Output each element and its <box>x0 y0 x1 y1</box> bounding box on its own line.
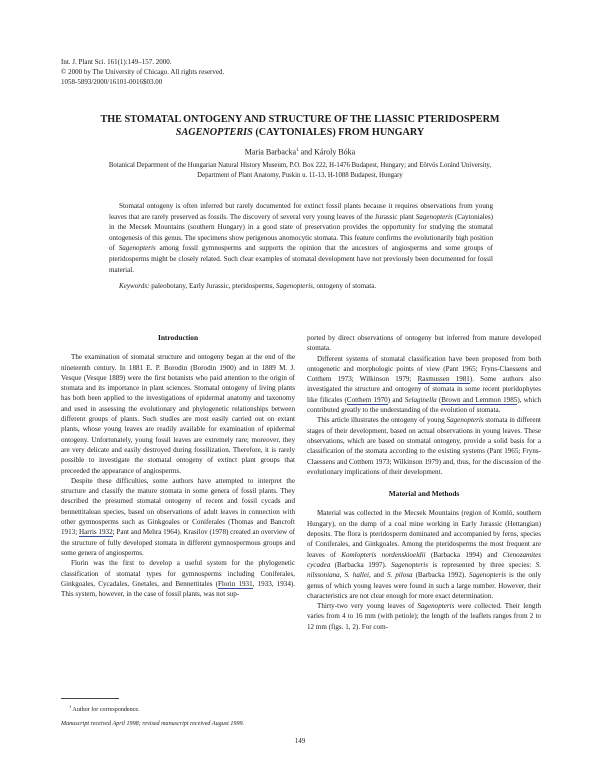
reference-link-brown-lemmon-1985[interactable]: Brown and Lemmon 1985 <box>441 395 518 404</box>
page-number: 149 <box>294 737 306 745</box>
journal-line-2: © 2000 by The University of Chicago. All rights reserved. <box>61 68 225 76</box>
right-p3-i6: S. pilosa <box>386 571 413 580</box>
author-1: Maria Barbacka <box>244 147 297 157</box>
right-p3-c: (Barbacka 1997). <box>330 560 391 569</box>
reference-link-harris-1932[interactable]: Harris 1932 <box>78 528 113 537</box>
title-line-2-rest: (CAYTONIALES) FROM HUNGARY <box>252 127 425 138</box>
right-p4-italic: Sagenopteris <box>417 602 455 611</box>
keywords-italic: Sagenopteris <box>275 282 313 291</box>
keywords-label: Keywords: <box>119 282 150 291</box>
right-p3-i7: Sagenopteris <box>469 571 507 580</box>
abstract-part-1: Stomatal ontogeny is often inferred but rarely documented for extinct fossil plants because it requires observations from young leaves that are rarely preserved as fossils. The discovery of several very young leaves of the Jurassic plant <box>109 202 493 221</box>
author-1-footnote-mark: 1 <box>296 148 299 153</box>
right-p1-italic: Selaginella <box>404 395 437 404</box>
title-line-2 <box>70 126 530 139</box>
authors <box>0 145 600 158</box>
right-p2-a: This article illustrates the ontogeny of young <box>317 416 447 425</box>
right-p1-c: ) and <box>387 395 405 404</box>
right-p2-b: stomata in different stages of their development, based on actual observations in young leaves. These observations, which are based on stomatal ontogeny, provide a solid basis for a classification of the stomata according to the existing systems (Pant 1965; Fryns-Claessens and Cotthem 1973; Wilkinson 1979) and, thus, for the discussion of the evolutionary implications of their development. <box>307 416 541 476</box>
article-aim-paragraph <box>307 415 541 477</box>
right-column <box>307 333 541 632</box>
authors-and: and <box>298 147 315 157</box>
right-p1-e: ), which contributed greatly to the understanding of the evolution of stomata. <box>307 395 542 415</box>
abstract-text <box>109 201 493 275</box>
reference-link-rasmussen-1981[interactable]: Rasmussen 1981 <box>417 375 470 384</box>
journal-line-1: Int. J. Plant Sci. 161(1):149–157. 2000. <box>61 58 172 66</box>
right-p3-i2: Ctenozamites cycadea <box>307 550 541 569</box>
keywords-text-2: , ontogeny of stomata. <box>312 282 377 291</box>
classification-paragraph <box>307 354 541 416</box>
right-p1-a: Different systems of stomatal classification have been proposed from both ontogenetic and morphologic points of view (Pant 1965; Fryns-Claessens and Cotthem 1973; Wilkinson 1979; <box>307 354 541 384</box>
title-line-1: THE STOMATAL ONTOGENY AND STRUCTURE OF THE LIASSIC PTERIDOSPERM <box>100 114 500 125</box>
right-p3-b: (Barbacka 1994) and <box>425 550 503 559</box>
intro-p2-part-b: ; Pant and Mehra 1964). Krasilov (1978) created an overview of the structure of fully developed stomata in different gymnospermous groups and some genera of angiosperms. <box>61 528 295 557</box>
intro-paragraph-1: The examination of stomatal structure and ontogeny began at the end of the nineteenth century. In 1881 E. P. Borodin (Borodin 1900) and in 1889 M. J. Vesque (Vesque 1889) were the first botanists who paid attention to the origin of stomata and its importance in plant sciences. Stomatal ontogeny of living plants has both been applied to the investigations of epidermal anatomy and taxonomy and used in assessing the evolutionary and phylogenetic relationships between different groups of plants. Such studies are most easily carried out on extant plants, whose young leaves are readily available for examination of epidermal ontogeny. Unfortunately, young fossil leaves are extremely rare; moreover, they are very delicate and easily destroyed during fossilization. Therefore, it is rarely possible to investigate the stomatal ontogeny of extinct plant groups that preceeded the appearance of angiosperms. <box>61 353 295 475</box>
right-p3-i5: S. hallei <box>344 571 369 580</box>
reference-link-florin-1931[interactable]: Florin 1931 <box>217 579 253 588</box>
abstract-italic-2: Sagenopteris <box>118 244 156 253</box>
right-p3-g: (Barbacka 1992). <box>412 571 470 580</box>
young-leaves-paragraph <box>307 601 541 632</box>
right-p3-f: , and <box>368 571 387 580</box>
intro-paragraph-3 <box>61 558 295 599</box>
right-p3-e: , <box>339 571 345 580</box>
manuscript-dates: Manuscript received April 1998; revised manuscript received August 1999. <box>61 721 245 728</box>
abstract-part-2: (Caytoniales) in the Mecsek Mountains (southern Hungary) in a good state of preservation provides the opportunity for studying the stomatal ontogenesis of this genus. The specimens show perigenous anomocytic stomata. This feature confirms the evolutionarily high position of <box>109 212 493 253</box>
material-paragraph <box>307 508 541 601</box>
right-p3-i1: Komlopteris nordenskioeldii <box>341 550 426 559</box>
intro-p3-part-a: Florin was the first to develop a useful system for the phylogenetic classification of stomatal types for gymnosperms including Coniferales, Ginkgoales, Cycadales, Gnetales, and Bennettitales ( <box>61 559 295 588</box>
footnote-mark: 1 <box>69 704 72 709</box>
keywords-text-1: paleobotany, Early Jurassic, pteridosperms, <box>149 282 276 291</box>
right-p3-d: is represented by three species: <box>428 560 536 569</box>
intro-paragraph-2 <box>61 476 295 558</box>
keywords <box>109 281 493 292</box>
introduction-heading: Introduction <box>157 333 199 342</box>
material-methods-heading: Material and Methods <box>388 489 460 499</box>
footnote-correspondence <box>61 702 295 715</box>
journal-line-3: 1058-5893/2000/16101-0016$03.00 <box>61 78 163 86</box>
right-p1-d: ( <box>436 395 442 404</box>
footnotes <box>61 702 295 729</box>
right-p3-a: Material was collected in the Mecsek Mountains (region of Komló, southern Hungary), on the dump of a coal mine working in Early Jurassic (Hettangian) deposits. The flora is pteridosperm dominated and accompanied by ferns, species of Coniferales, and Ginkgoales. Among the pteridosperms the most frequent are leaves of <box>307 509 541 559</box>
right-p1-b: ). Some authors also investigated the structure and ontogeny of stomata in some recent pteridophytes like filicales ( <box>307 375 541 404</box>
right-p3-i4: S. nilssoniana <box>307 560 541 580</box>
affiliation-line-1: Botanical Department of the Hungarian Natural History Museum, P.O. Box 222, H-1476 Budapest, Hungary; and Eötvös Loránd University, <box>108 162 492 169</box>
footnote-text: Author for correspondence. <box>71 707 140 714</box>
right-p3-h: is the only genus of which young leaves were found in such a large number. However, their characteristics are not clear enough for more exact determination. <box>307 571 542 600</box>
affiliation-line-2: Department of Plant Anatomy, Puskin u. 11-13, H-1088 Budapest, Hungary <box>197 172 403 179</box>
intro-p3-part-b: , 1933, 1934). This system, however, in the case of fossil plants, was not sup- <box>61 579 296 599</box>
abstract <box>109 201 493 292</box>
right-p3-i3: Sagenopteris <box>390 560 429 569</box>
right-p2-italic: Sagenopteris <box>446 416 484 425</box>
footnote-divider <box>61 698 119 699</box>
right-p4-b: were collected. Their length varies from 4 to 16 mm (with petiole); the length of the leaflets ranges from 2 to 12 mm (figs. 1, 2). For com- <box>307 602 541 631</box>
affiliation <box>72 161 528 181</box>
title-genus: SAGENOPTERIS <box>175 127 253 138</box>
right-p4-a: Thirty-two very young leaves of <box>317 602 418 611</box>
continued-paragraph: ported by direct observations of ontogeny but inferred from mature developed stomata. <box>307 334 541 353</box>
abstract-part-3: among fossil gymnosperms and supports the opinion that the ancestors of angiosperms and some groups of pteridosperms might be closely related. Such clear examples of stomatal development have not previously been documented for fossil material. <box>109 244 493 274</box>
article-title <box>70 113 530 139</box>
intro-p2-part-a: Despite these difficulties, some authors have attempted to interpret the structure and classify the mature stomata in some genera of fossil plants. They described the presumed stomatal ontogeny of recent and fossil cycads and bennettitalean species, based on observations of adult leaves in connection with other gymnosperms such as Ginkgoales or Coniferales (Thomas and Bancroft 1913; <box>61 476 295 537</box>
left-column <box>61 333 295 599</box>
abstract-italic-1: Sagenopteris <box>415 212 453 221</box>
reference-link-cotthem-1970[interactable]: Cotthem 1970 <box>346 395 388 404</box>
journal-citation <box>61 57 361 87</box>
author-2: Károly Bóka <box>314 147 356 157</box>
